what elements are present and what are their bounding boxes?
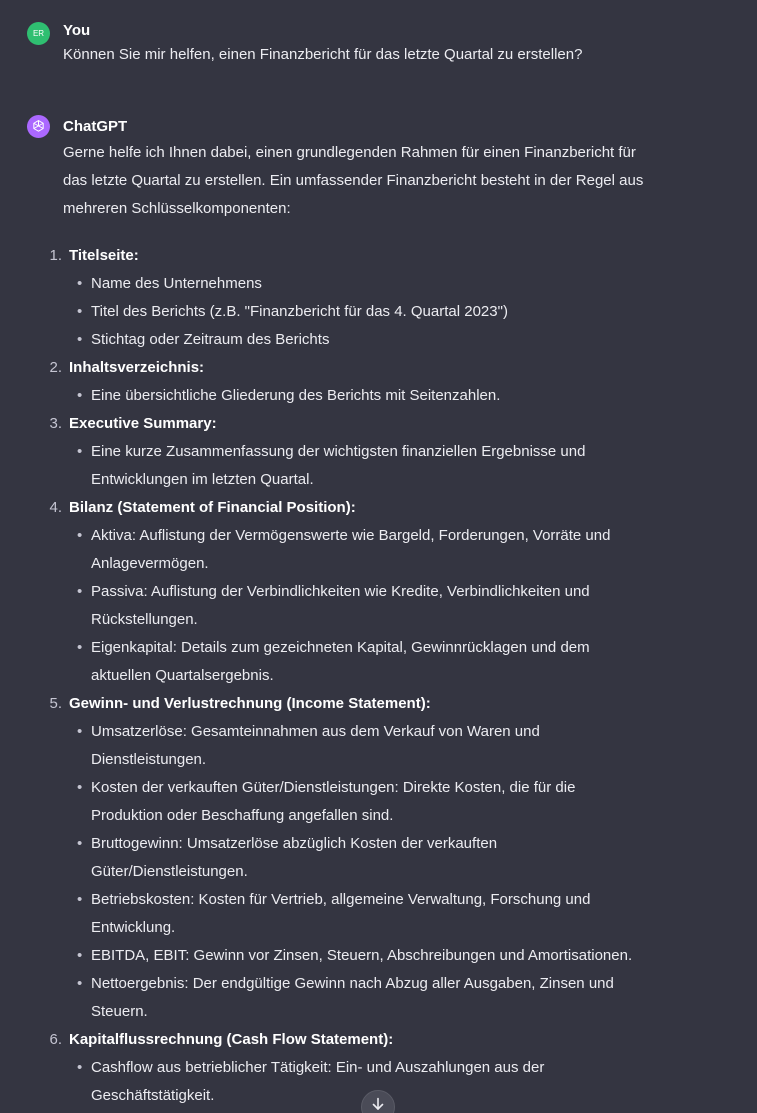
bullet-line: Geschäftstätigkeit.	[91, 1087, 215, 1104]
bullet-line: Eine kurze Zusammenfassung der wichtigsten finanziellen Ergebnisse und	[91, 443, 586, 460]
list-number: 5.	[49, 695, 62, 712]
list-number: 3.	[49, 415, 62, 432]
bullet-text: Eine übersichtliche Gliederung des Berichts mit Seitenzahlen.	[91, 387, 501, 404]
chat-page: ER You Können Sie mir helfen, einen Finanzbericht für das letzte Quartal zu erstellen? ChatGPT Gerne helfe ich Ihnen dabei, einen grundlegenden Rahmen für einen Finanzbericht für das letzte Quartal zu erstellen. Ein umfassender Finanzbericht besteht in der Regel aus mehreren Schlüsselkomponenten: 1. Titelseite: • Name des Unternehmens • Titel des Berichts (z.B. "Finanzbericht für das 4. Quartal 2023") • Stichtag oder Zeitraum des Berichts 2. Inhaltsverzeichnis: • Eine übersichtliche Gliederung des Berichts mit Seitenzahlen. 3. Executive Summary: • Eine kurze Zusammenfassung der wichtigsten finanziellen Ergebnisse und Entwicklungen im letzten Quartal. 4. Bilanz (Statement of Financial Position): • Aktiva: Auflistung der Vermögenswerte wie Bargeld, Forderungen, Vorräte und Anlagevermögen. • Passiva: Auflistung der Verbindlichkeiten wie Kredite, Verbindlichkeiten und Rückstellungen. • Eigenkapital: Details zum gezeichneten Kapital, Gewinnrücklagen und dem aktuellen Quartalsergebnis. 5. Gewinn- und Verlustrechnung (Income Statement): • Umsatzerlöse: Gesamteinnahmen aus dem Verkauf von Waren und Dienstleistungen. • Kosten der verkauften Güter/Dienstleistungen: Direkte Kosten, die für die Produktion oder Beschaffung angefallen sind. • Bruttogewinn: Umsatzerlöse abzüglich Kosten der verkauften Güter/Dienstleistungen. • Betriebskosten: Kosten für Vertrieb, allgemeine Verwaltung, Forschung und Entwicklung. • EBITDA, EBIT: Gewinn vor Zinsen, Steuern, Abschreibungen und Amortisationen. • Nettoergebnis: Der endgültige Gewinn nach Abzug aller Ausgaben, Zinsen und Steuern. 6. Kapitalflussrechnung (Cash Flow Statement): • Cashflow aus betrieblicher Tätigkeit: Ein- und Auszahlungen aus der Geschäftstätigkeit.	[0, 0, 757, 1113]
bullet-line: Aktiva: Auflistung der Vermögenswerte wie Bargeld, Forderungen, Vorräte und	[91, 527, 611, 544]
bullet-line: Nettoergebnis: Der endgültige Gewinn nach Abzug aller Ausgaben, Zinsen und	[91, 975, 614, 992]
user-author-label: You	[63, 22, 91, 39]
user-avatar: ER	[27, 22, 50, 45]
bullet-text: Titel des Berichts (z.B. "Finanzbericht für das 4. Quartal 2023")	[91, 303, 508, 320]
list-item-kapitalflussrechnung	[0, 1026, 757, 1054]
bullet-line: aktuellen Quartalsergebnis.	[91, 667, 274, 684]
list-number: 2.	[49, 359, 62, 376]
bullet-line: Steuern.	[91, 1003, 148, 1020]
intro-line: Gerne helfe ich Ihnen dabei, einen grundlegenden Rahmen für einen Finanzbericht für	[63, 144, 636, 161]
bullet-text	[91, 970, 681, 1026]
bullet-line: Entwicklungen im letzten Quartal.	[91, 471, 314, 488]
list-item-title: Kapitalflussrechnung (Cash Flow Statement):	[69, 1031, 394, 1048]
bullet-line: Rückstellungen.	[91, 611, 198, 628]
list-item-titelseite	[0, 242, 757, 270]
bullet-line: Dienstleistungen.	[91, 751, 207, 768]
bullet-line: Umsatzerlöse: Gesamteinnahmen aus dem Verkauf von Waren und	[91, 723, 540, 740]
bullet-line: Kosten der verkauften Güter/Dienstleistungen: Direkte Kosten, die für die	[91, 779, 576, 796]
bullet-text	[91, 830, 681, 886]
bullet-line: Produktion oder Beschaffung angefallen sind.	[91, 807, 394, 824]
bullet-text: Stichtag oder Zeitraum des Berichts	[91, 331, 330, 348]
intro-line: das letzte Quartal zu erstellen. Ein umfassender Finanzbericht besteht in der Regel aus	[63, 172, 644, 189]
list-item-title: Gewinn- und Verlustrechnung (Income Statement):	[69, 695, 431, 712]
arrow-down-icon	[371, 1097, 385, 1113]
list-number: 4.	[49, 499, 62, 516]
list-item-executive-summary	[0, 410, 757, 438]
list-item-title: Bilanz (Statement of Financial Position):	[69, 499, 356, 516]
user-message	[0, 22, 757, 72]
list-item-inhaltsverzeichnis	[0, 354, 757, 382]
list-item-title: Titelseite:	[69, 247, 139, 264]
user-message-text: Können Sie mir helfen, einen Finanzbericht für das letzte Quartal zu erstellen?	[63, 46, 583, 63]
list-item-title: Inhaltsverzeichnis:	[69, 359, 205, 376]
bullet-text	[91, 718, 681, 774]
bullet-text	[91, 438, 681, 494]
bullet-line: Passiva: Auflistung der Verbindlichkeiten wie Kredite, Verbindlichkeiten und	[91, 583, 590, 600]
bullet-text: EBITDA, EBIT: Gewinn vor Zinsen, Steuern, Abschreibungen und Amortisationen.	[91, 947, 633, 964]
bullet-line: Cashflow aus betrieblicher Tätigkeit: Ein- und Auszahlungen aus der	[91, 1059, 545, 1076]
list-item-title: Executive Summary:	[69, 415, 217, 432]
bullet-text: Name des Unternehmens	[91, 275, 262, 292]
bullet-text	[91, 522, 681, 578]
assistant-intro	[63, 139, 703, 223]
bullet-text	[91, 634, 681, 690]
bullet-text	[91, 578, 681, 634]
bullet-text	[91, 774, 681, 830]
list-number: 1.	[49, 247, 62, 264]
list-number: 6.	[49, 1031, 62, 1048]
list-item-bilanz	[0, 494, 757, 522]
bullet-line: Betriebskosten: Kosten für Vertrieb, allgemeine Verwaltung, Forschung und	[91, 891, 591, 908]
bullet-line: Güter/Dienstleistungen.	[91, 863, 248, 880]
bullet-line: Anlagevermögen.	[91, 555, 209, 572]
bullet-text	[91, 886, 681, 942]
intro-line: mehreren Schlüsselkomponenten:	[63, 200, 291, 217]
bullet-line: Bruttogewinn: Umsatzerlöse abzüglich Kosten der verkauften	[91, 835, 498, 852]
list-item-gewinn-und-verlustrechnung	[0, 690, 757, 718]
bullet-line: Entwicklung.	[91, 919, 176, 936]
assistant-author-label: ChatGPT	[63, 118, 128, 135]
openai-logo-icon	[27, 115, 50, 138]
bullet-line: Eigenkapital: Details zum gezeichneten Kapital, Gewinnrücklagen und dem	[91, 639, 590, 656]
